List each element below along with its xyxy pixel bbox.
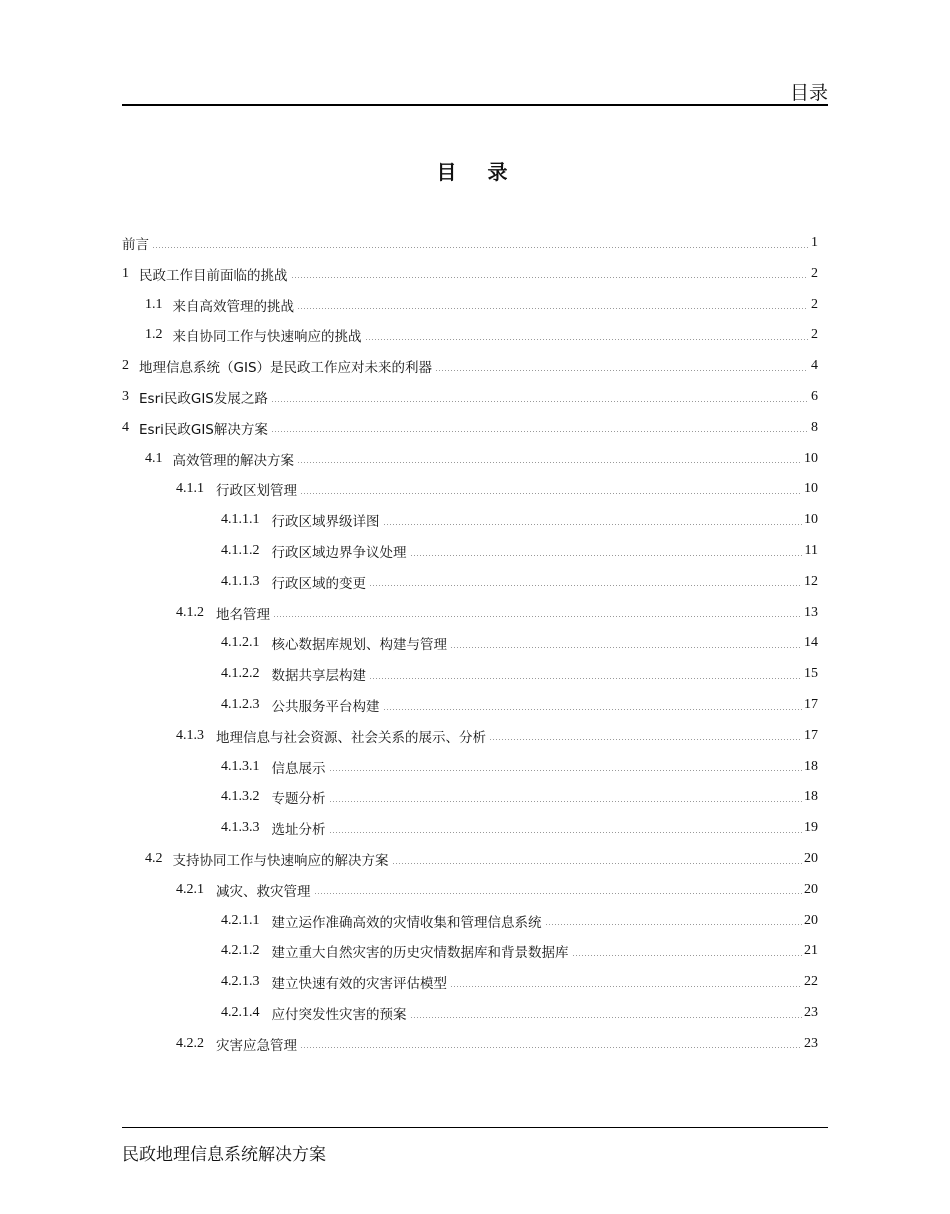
toc-entry[interactable] [122, 351, 818, 381]
toc-dot-leader [300, 493, 802, 494]
toc-dot-leader [152, 247, 808, 248]
toc-dot-leader [369, 678, 802, 679]
toc-entry-page-number: 2 [811, 327, 818, 343]
toc-entry-page-number: 18 [804, 789, 818, 805]
toc-entry-title: 支持协同工作与快速响应的解决方案 [172, 853, 389, 869]
toc-entry[interactable] [122, 844, 818, 874]
toc-entry-number: 4.1.2 [176, 604, 204, 620]
toc-entry[interactable] [122, 752, 818, 782]
toc-entry-title: 建立重大自然灾害的历史灾情数据库和背景数据库 [271, 945, 569, 962]
toc-entry[interactable] [122, 998, 818, 1028]
toc-dot-leader [392, 863, 803, 864]
toc-entry[interactable] [122, 413, 818, 443]
toc-entry-number: 4.1.3.3 [221, 820, 260, 836]
toc-entry-title: 行政区域边界争议处理 [271, 545, 407, 561]
toc-entry[interactable] [122, 259, 818, 289]
toc-entry-number: 4.1.2.1 [221, 635, 260, 651]
toc-entry-page-number: 2 [811, 296, 818, 312]
toc-entry[interactable] [122, 320, 818, 350]
toc-dot-leader [545, 924, 803, 925]
toc-entry-page-number: 15 [804, 666, 818, 682]
toc-entry[interactable] [122, 813, 818, 843]
toc-entry-page-number: 1 [811, 235, 818, 250]
toc-dot-leader [271, 401, 808, 402]
toc-entry-page-number: 20 [804, 851, 818, 866]
toc-entry-page-number: 21 [804, 943, 818, 959]
toc-dot-leader [329, 770, 803, 771]
toc-entry-number: 4.1.3.2 [221, 789, 260, 805]
toc-entry-page-number: 20 [804, 881, 818, 897]
toc-entry-page-number: 23 [804, 1035, 818, 1051]
toc-entry-number: 4.1.1 [176, 481, 204, 497]
toc-entry-page-number: 17 [804, 697, 818, 712]
toc-entry-number: 4.1 [145, 450, 163, 466]
toc-dot-leader [410, 555, 803, 556]
toc-entry[interactable] [122, 444, 818, 474]
toc-entry-title: 建立运作准确高效的灾情收集和管理信息系统 [271, 914, 542, 931]
toc-entry-page-number: 8 [811, 419, 818, 435]
toc-entry-number: 1 [122, 265, 129, 281]
toc-entry-page-number: 19 [804, 820, 818, 836]
toc-dot-leader [369, 585, 802, 586]
toc-dot-leader [572, 955, 803, 956]
toc-entry-title: 选址分析 [271, 822, 326, 839]
toc-entry-title: 行政区域的变更 [271, 575, 366, 592]
header-rule [122, 104, 828, 106]
toc-entry[interactable] [122, 382, 818, 412]
toc-entry-number: 4.2.1.2 [221, 943, 260, 959]
toc-dot-leader [435, 370, 808, 371]
toc-dot-leader [383, 524, 803, 525]
toc-entry-title: 行政区划管理 [216, 483, 297, 500]
toc-entry[interactable] [122, 659, 818, 689]
toc-entry-title: 专题分析 [271, 791, 326, 808]
toc-entry-number: 4.2.1 [176, 881, 204, 897]
toc-entry-number: 4.1.2.2 [221, 666, 260, 682]
toc-entry-page-number: 12 [804, 573, 818, 589]
toc-entry[interactable] [122, 474, 818, 504]
footer-rule [122, 1127, 828, 1128]
toc-entry-title: 行政区域界级详图 [271, 514, 380, 531]
running-footer-title: 民政地理信息系统解决方案 [122, 1145, 326, 1165]
running-header-title: 目录 [789, 82, 828, 104]
toc-entry[interactable] [122, 628, 818, 658]
toc-entry-number: 4.1.1.2 [221, 543, 260, 558]
toc-entry[interactable] [122, 228, 818, 258]
toc-entry-title: 减灾、救灾管理 [216, 883, 311, 900]
toc-entry-page-number: 13 [804, 604, 818, 620]
page-title: 目 录 [436, 160, 520, 184]
toc-entry-number: 4.1.3 [176, 727, 204, 743]
toc-entry-title: 数据共享层构建 [271, 668, 366, 685]
toc-entry-title: 应付突发性灾害的预案 [271, 1007, 407, 1023]
toc-entry-page-number: 17 [804, 727, 818, 743]
toc-entry[interactable] [122, 690, 818, 720]
toc-dot-leader [365, 339, 809, 340]
toc-entry-title: 地理信息系统（GIS）是民政工作应对未来的利器 [139, 360, 433, 377]
toc-entry[interactable] [122, 536, 818, 566]
toc-entry-number: 4.2.1.4 [221, 1005, 260, 1020]
toc-entry[interactable] [122, 936, 818, 966]
toc-entry-number: 4 [122, 419, 129, 435]
toc-entry-title: 高效管理的解决方案 [172, 452, 294, 469]
toc-entry-title: 信息展示 [271, 760, 326, 777]
toc-entry[interactable] [122, 906, 818, 936]
toc-dot-leader [314, 893, 803, 894]
toc-entry[interactable] [122, 567, 818, 597]
toc-entry-title: 核心数据库规划、构建与管理 [271, 637, 447, 654]
toc-entry-page-number: 23 [804, 1005, 818, 1020]
toc-entry-number: 4.2.2 [176, 1035, 204, 1051]
toc-entry-number: 4.1.2.3 [221, 697, 260, 712]
toc-entry-number: 1.2 [145, 327, 163, 343]
toc-entry-page-number: 20 [804, 912, 818, 928]
toc-entry[interactable] [122, 290, 818, 320]
toc-entry-title: 民政工作目前面临的挑战 [139, 267, 288, 284]
toc-entry-number: 4.1.3.1 [221, 758, 260, 774]
toc-dot-leader [383, 709, 803, 710]
toc-entry-number: 1.1 [145, 296, 163, 312]
toc-entry-page-number: 11 [804, 543, 818, 558]
toc-entry-page-number: 10 [804, 512, 818, 528]
toc-entry-number: 4.1.1.3 [221, 573, 260, 589]
toc-entry-number: 4.1.1.1 [221, 512, 260, 528]
toc-entry-page-number: 22 [804, 974, 818, 990]
toc-entry-title: 来自高效管理的挑战 [172, 298, 294, 315]
toc-entry-number: 4.2 [145, 851, 163, 866]
toc-dot-leader [297, 308, 808, 309]
toc-entry[interactable] [122, 505, 818, 535]
toc-entry-page-number: 14 [804, 635, 818, 651]
toc-entry-number: 4.2.1.3 [221, 974, 260, 990]
toc-entry-number: 4.2.1.1 [221, 912, 260, 928]
toc-entry[interactable] [122, 967, 818, 997]
toc-entry-title: 前言 [122, 237, 149, 253]
toc-entry-title: 公共服务平台构建 [271, 699, 380, 715]
toc-entry-number: 3 [122, 389, 129, 404]
toc-entry-page-number: 4 [811, 358, 818, 374]
toc-entry-title: Esri民政GIS发展之路 [139, 391, 268, 407]
toc-entry-title: 地理信息与社会资源、社会关系的展示、分析 [216, 729, 486, 746]
toc-entry-title: 建立快速有效的灾害评估模型 [271, 976, 447, 993]
toc-entry-title: 地名管理 [216, 606, 270, 623]
toc-dot-leader [489, 739, 802, 740]
toc-entry-title: 来自协同工作与快速响应的挑战 [172, 329, 362, 346]
toc-entry[interactable] [122, 1029, 818, 1059]
toc-dot-leader [291, 277, 809, 278]
toc-dot-leader [450, 986, 802, 987]
toc-entry-title: Esri民政GIS解决方案 [139, 421, 268, 438]
toc-entry-page-number: 10 [804, 481, 818, 497]
toc-entry[interactable] [122, 598, 818, 628]
toc-dot-leader [300, 1047, 802, 1048]
toc-entry-page-number: 2 [811, 265, 818, 281]
toc-dot-leader [273, 616, 802, 617]
toc-dot-leader [297, 462, 802, 463]
toc-entry-page-number: 18 [804, 758, 818, 774]
toc-entry[interactable] [122, 875, 818, 905]
toc-entry-number: 2 [122, 358, 129, 374]
toc-dot-leader [329, 801, 803, 802]
toc-dot-leader [410, 1017, 803, 1018]
toc-entry[interactable] [122, 721, 818, 751]
toc-entry-page-number: 10 [804, 450, 818, 466]
toc-dot-leader [329, 832, 803, 833]
toc-entry[interactable] [122, 782, 818, 812]
toc-dot-leader [450, 647, 802, 648]
toc-dot-leader [271, 431, 808, 432]
toc-entry-page-number: 6 [811, 389, 818, 404]
toc-entry-title: 灾害应急管理 [216, 1037, 297, 1054]
